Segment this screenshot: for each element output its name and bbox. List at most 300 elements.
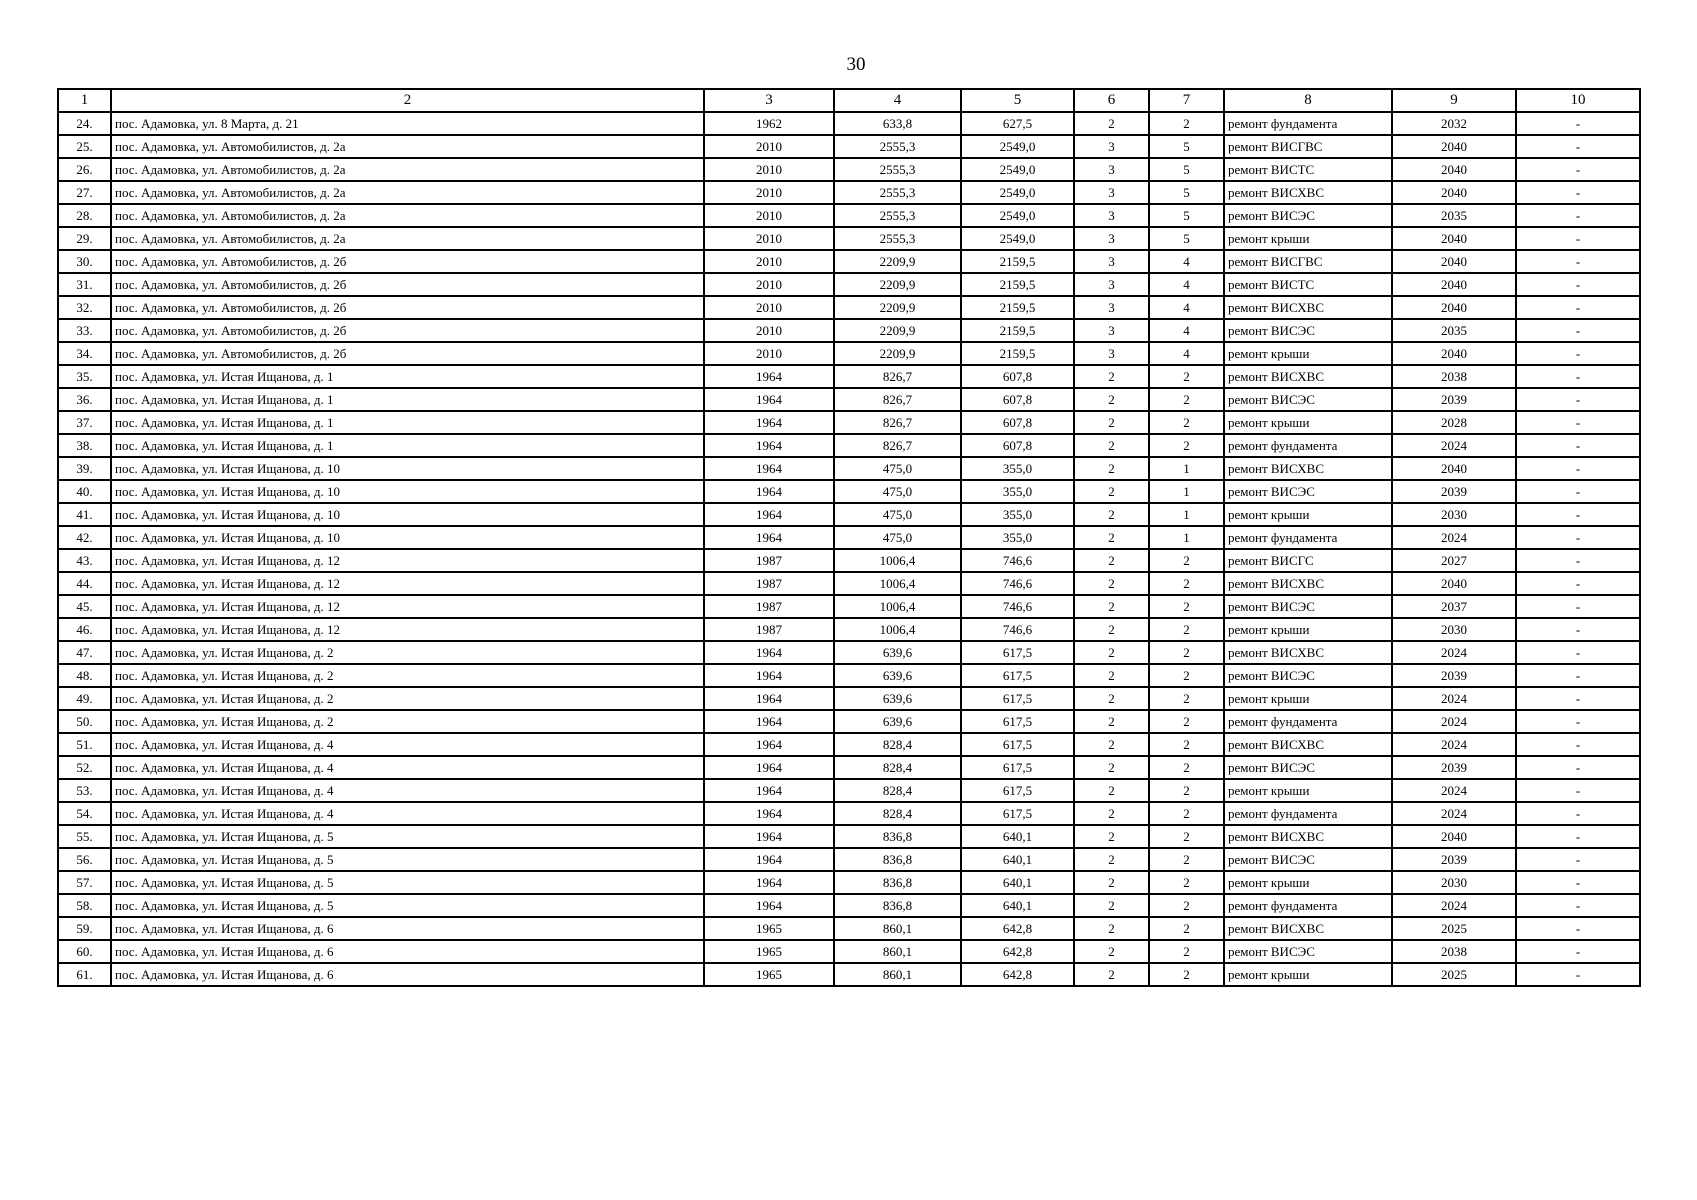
work-type-cell: ремонт ВИСЭС bbox=[1224, 204, 1392, 227]
table-row bbox=[58, 181, 1640, 204]
floors-cell: 2 bbox=[1074, 733, 1149, 756]
entrances-cell: 4 bbox=[1149, 319, 1224, 342]
note-cell: - bbox=[1516, 848, 1640, 871]
address-cell: пос. Адамовка, ул. 8 Марта, д. 21 bbox=[111, 112, 704, 135]
floors-cell: 2 bbox=[1074, 112, 1149, 135]
row-number-cell: 37. bbox=[58, 411, 111, 434]
total-area-cell: 639,6 bbox=[834, 687, 961, 710]
entrances-cell: 2 bbox=[1149, 848, 1224, 871]
year-cell: 1964 bbox=[704, 503, 834, 526]
floors-cell: 2 bbox=[1074, 756, 1149, 779]
note-cell: - bbox=[1516, 181, 1640, 204]
entrances-cell: 4 bbox=[1149, 273, 1224, 296]
table-row bbox=[58, 250, 1640, 273]
note-cell: - bbox=[1516, 480, 1640, 503]
total-area-cell: 2209,9 bbox=[834, 296, 961, 319]
work-type-cell: ремонт ВИСГС bbox=[1224, 549, 1392, 572]
floors-cell: 3 bbox=[1074, 273, 1149, 296]
work-type-cell: ремонт фундамента bbox=[1224, 526, 1392, 549]
total-area-cell: 826,7 bbox=[834, 365, 961, 388]
housing-repair-table bbox=[57, 88, 1641, 987]
repair-year-cell: 2024 bbox=[1392, 710, 1516, 733]
total-area-cell: 826,7 bbox=[834, 434, 961, 457]
table-row bbox=[58, 503, 1640, 526]
address-cell: пос. Адамовка, ул. Истая Ищанова, д. 2 bbox=[111, 687, 704, 710]
floors-cell: 2 bbox=[1074, 917, 1149, 940]
floors-cell: 2 bbox=[1074, 457, 1149, 480]
note-cell: - bbox=[1516, 342, 1640, 365]
living-area-cell: 2549,0 bbox=[961, 158, 1074, 181]
total-area-cell: 826,7 bbox=[834, 388, 961, 411]
total-area-cell: 1006,4 bbox=[834, 549, 961, 572]
living-area-cell: 746,6 bbox=[961, 618, 1074, 641]
address-cell: пос. Адамовка, ул. Истая Ищанова, д. 12 bbox=[111, 618, 704, 641]
note-cell: - bbox=[1516, 710, 1640, 733]
living-area-cell: 2549,0 bbox=[961, 204, 1074, 227]
table-row bbox=[58, 549, 1640, 572]
table-row bbox=[58, 572, 1640, 595]
note-cell: - bbox=[1516, 388, 1640, 411]
table-row bbox=[58, 273, 1640, 296]
year-cell: 1964 bbox=[704, 871, 834, 894]
living-area-cell: 617,5 bbox=[961, 687, 1074, 710]
repair-year-cell: 2024 bbox=[1392, 641, 1516, 664]
total-area-cell: 860,1 bbox=[834, 940, 961, 963]
year-cell: 1965 bbox=[704, 963, 834, 986]
floors-cell: 3 bbox=[1074, 135, 1149, 158]
repair-year-cell: 2024 bbox=[1392, 687, 1516, 710]
repair-year-cell: 2024 bbox=[1392, 894, 1516, 917]
row-number-cell: 53. bbox=[58, 779, 111, 802]
table-row bbox=[58, 158, 1640, 181]
floors-cell: 2 bbox=[1074, 572, 1149, 595]
total-area-cell: 475,0 bbox=[834, 503, 961, 526]
living-area-cell: 746,6 bbox=[961, 595, 1074, 618]
row-number-cell: 55. bbox=[58, 825, 111, 848]
repair-year-cell: 2024 bbox=[1392, 434, 1516, 457]
living-area-cell: 642,8 bbox=[961, 940, 1074, 963]
address-cell: пос. Адамовка, ул. Истая Ищанова, д. 5 bbox=[111, 894, 704, 917]
row-number-cell: 28. bbox=[58, 204, 111, 227]
address-cell: пос. Адамовка, ул. Автомобилистов, д. 2а bbox=[111, 227, 704, 250]
year-cell: 2010 bbox=[704, 342, 834, 365]
floors-cell: 2 bbox=[1074, 710, 1149, 733]
repair-year-cell: 2040 bbox=[1392, 825, 1516, 848]
entrances-cell: 4 bbox=[1149, 250, 1224, 273]
floors-cell: 2 bbox=[1074, 526, 1149, 549]
row-number-cell: 25. bbox=[58, 135, 111, 158]
total-area-cell: 475,0 bbox=[834, 480, 961, 503]
repair-year-cell: 2032 bbox=[1392, 112, 1516, 135]
floors-cell: 3 bbox=[1074, 158, 1149, 181]
entrances-cell: 2 bbox=[1149, 641, 1224, 664]
year-cell: 2010 bbox=[704, 250, 834, 273]
repair-year-cell: 2039 bbox=[1392, 388, 1516, 411]
work-type-cell: ремонт крыши bbox=[1224, 779, 1392, 802]
note-cell: - bbox=[1516, 204, 1640, 227]
row-number-cell: 60. bbox=[58, 940, 111, 963]
living-area-cell: 2549,0 bbox=[961, 135, 1074, 158]
floors-cell: 2 bbox=[1074, 595, 1149, 618]
row-number-cell: 34. bbox=[58, 342, 111, 365]
entrances-cell: 1 bbox=[1149, 480, 1224, 503]
floors-cell: 2 bbox=[1074, 365, 1149, 388]
note-cell: - bbox=[1516, 250, 1640, 273]
entrances-cell: 2 bbox=[1149, 572, 1224, 595]
repair-year-cell: 2024 bbox=[1392, 526, 1516, 549]
total-area-cell: 2555,3 bbox=[834, 181, 961, 204]
address-cell: пос. Адамовка, ул. Автомобилистов, д. 2а bbox=[111, 181, 704, 204]
row-number-cell: 44. bbox=[58, 572, 111, 595]
table-row bbox=[58, 434, 1640, 457]
year-cell: 2010 bbox=[704, 158, 834, 181]
table-row bbox=[58, 411, 1640, 434]
total-area-cell: 639,6 bbox=[834, 641, 961, 664]
year-cell: 1987 bbox=[704, 595, 834, 618]
note-cell: - bbox=[1516, 457, 1640, 480]
row-number-cell: 30. bbox=[58, 250, 111, 273]
work-type-cell: ремонт фундамента bbox=[1224, 112, 1392, 135]
repair-year-cell: 2038 bbox=[1392, 940, 1516, 963]
year-cell: 1962 bbox=[704, 112, 834, 135]
floors-cell: 2 bbox=[1074, 549, 1149, 572]
repair-year-cell: 2024 bbox=[1392, 802, 1516, 825]
total-area-cell: 2209,9 bbox=[834, 273, 961, 296]
repair-year-cell: 2024 bbox=[1392, 779, 1516, 802]
column-header: 10 bbox=[1516, 89, 1640, 112]
note-cell: - bbox=[1516, 779, 1640, 802]
address-cell: пос. Адамовка, ул. Истая Ищанова, д. 5 bbox=[111, 871, 704, 894]
total-area-cell: 836,8 bbox=[834, 871, 961, 894]
floors-cell: 3 bbox=[1074, 319, 1149, 342]
address-cell: пос. Адамовка, ул. Истая Ищанова, д. 12 bbox=[111, 572, 704, 595]
year-cell: 1964 bbox=[704, 457, 834, 480]
total-area-cell: 826,7 bbox=[834, 411, 961, 434]
column-header: 2 bbox=[111, 89, 704, 112]
entrances-cell: 2 bbox=[1149, 112, 1224, 135]
year-cell: 1964 bbox=[704, 779, 834, 802]
living-area-cell: 355,0 bbox=[961, 526, 1074, 549]
entrances-cell: 1 bbox=[1149, 457, 1224, 480]
entrances-cell: 2 bbox=[1149, 779, 1224, 802]
floors-cell: 2 bbox=[1074, 388, 1149, 411]
year-cell: 1964 bbox=[704, 480, 834, 503]
living-area-cell: 642,8 bbox=[961, 963, 1074, 986]
note-cell: - bbox=[1516, 434, 1640, 457]
living-area-cell: 746,6 bbox=[961, 549, 1074, 572]
entrances-cell: 2 bbox=[1149, 365, 1224, 388]
column-header: 1 bbox=[58, 89, 111, 112]
floors-cell: 2 bbox=[1074, 963, 1149, 986]
floors-cell: 2 bbox=[1074, 871, 1149, 894]
living-area-cell: 617,5 bbox=[961, 733, 1074, 756]
work-type-cell: ремонт ВИСХВС bbox=[1224, 181, 1392, 204]
year-cell: 2010 bbox=[704, 135, 834, 158]
table-row bbox=[58, 365, 1640, 388]
note-cell: - bbox=[1516, 756, 1640, 779]
living-area-cell: 2159,5 bbox=[961, 296, 1074, 319]
table-row bbox=[58, 135, 1640, 158]
year-cell: 1964 bbox=[704, 733, 834, 756]
floors-cell: 2 bbox=[1074, 618, 1149, 641]
work-type-cell: ремонт ВИСЭС bbox=[1224, 595, 1392, 618]
row-number-cell: 38. bbox=[58, 434, 111, 457]
note-cell: - bbox=[1516, 135, 1640, 158]
floors-cell: 3 bbox=[1074, 250, 1149, 273]
work-type-cell: ремонт крыши bbox=[1224, 687, 1392, 710]
year-cell: 1964 bbox=[704, 365, 834, 388]
address-cell: пос. Адамовка, ул. Истая Ищанова, д. 1 bbox=[111, 434, 704, 457]
row-number-cell: 50. bbox=[58, 710, 111, 733]
table-row bbox=[58, 388, 1640, 411]
column-header: 3 bbox=[704, 89, 834, 112]
row-number-cell: 48. bbox=[58, 664, 111, 687]
note-cell: - bbox=[1516, 296, 1640, 319]
note-cell: - bbox=[1516, 940, 1640, 963]
entrances-cell: 2 bbox=[1149, 917, 1224, 940]
total-area-cell: 2555,3 bbox=[834, 135, 961, 158]
repair-year-cell: 2038 bbox=[1392, 365, 1516, 388]
repair-year-cell: 2040 bbox=[1392, 296, 1516, 319]
repair-year-cell: 2040 bbox=[1392, 135, 1516, 158]
entrances-cell: 5 bbox=[1149, 227, 1224, 250]
total-area-cell: 828,4 bbox=[834, 802, 961, 825]
work-type-cell: ремонт ВИСХВС bbox=[1224, 572, 1392, 595]
entrances-cell: 2 bbox=[1149, 825, 1224, 848]
row-number-cell: 58. bbox=[58, 894, 111, 917]
total-area-cell: 828,4 bbox=[834, 756, 961, 779]
work-type-cell: ремонт ВИСЭС bbox=[1224, 756, 1392, 779]
work-type-cell: ремонт крыши bbox=[1224, 503, 1392, 526]
address-cell: пос. Адамовка, ул. Истая Ищанова, д. 6 bbox=[111, 940, 704, 963]
table-row bbox=[58, 825, 1640, 848]
table-row bbox=[58, 963, 1640, 986]
work-type-cell: ремонт ВИСХВС bbox=[1224, 825, 1392, 848]
repair-year-cell: 2040 bbox=[1392, 250, 1516, 273]
row-number-cell: 32. bbox=[58, 296, 111, 319]
entrances-cell: 2 bbox=[1149, 894, 1224, 917]
work-type-cell: ремонт крыши bbox=[1224, 411, 1392, 434]
total-area-cell: 1006,4 bbox=[834, 595, 961, 618]
address-cell: пос. Адамовка, ул. Истая Ищанова, д. 2 bbox=[111, 710, 704, 733]
floors-cell: 2 bbox=[1074, 894, 1149, 917]
note-cell: - bbox=[1516, 365, 1640, 388]
living-area-cell: 642,8 bbox=[961, 917, 1074, 940]
column-header: 6 bbox=[1074, 89, 1149, 112]
note-cell: - bbox=[1516, 112, 1640, 135]
note-cell: - bbox=[1516, 503, 1640, 526]
total-area-cell: 2555,3 bbox=[834, 227, 961, 250]
living-area-cell: 627,5 bbox=[961, 112, 1074, 135]
column-header: 7 bbox=[1149, 89, 1224, 112]
repair-year-cell: 2025 bbox=[1392, 963, 1516, 986]
work-type-cell: ремонт ВИСГВС bbox=[1224, 250, 1392, 273]
note-cell: - bbox=[1516, 572, 1640, 595]
total-area-cell: 1006,4 bbox=[834, 572, 961, 595]
total-area-cell: 1006,4 bbox=[834, 618, 961, 641]
living-area-cell: 617,5 bbox=[961, 802, 1074, 825]
entrances-cell: 2 bbox=[1149, 710, 1224, 733]
living-area-cell: 2159,5 bbox=[961, 250, 1074, 273]
repair-year-cell: 2040 bbox=[1392, 342, 1516, 365]
note-cell: - bbox=[1516, 641, 1640, 664]
address-cell: пос. Адамовка, ул. Истая Ищанова, д. 10 bbox=[111, 457, 704, 480]
total-area-cell: 2209,9 bbox=[834, 319, 961, 342]
floors-cell: 3 bbox=[1074, 227, 1149, 250]
work-type-cell: ремонт ВИСТС bbox=[1224, 273, 1392, 296]
table-row bbox=[58, 296, 1640, 319]
row-number-cell: 31. bbox=[58, 273, 111, 296]
repair-year-cell: 2035 bbox=[1392, 319, 1516, 342]
work-type-cell: ремонт крыши bbox=[1224, 871, 1392, 894]
year-cell: 1964 bbox=[704, 756, 834, 779]
year-cell: 1987 bbox=[704, 549, 834, 572]
year-cell: 1965 bbox=[704, 940, 834, 963]
repair-year-cell: 2040 bbox=[1392, 273, 1516, 296]
floors-cell: 2 bbox=[1074, 434, 1149, 457]
row-number-cell: 45. bbox=[58, 595, 111, 618]
table-row bbox=[58, 710, 1640, 733]
address-cell: пос. Адамовка, ул. Истая Ищанова, д. 4 bbox=[111, 756, 704, 779]
floors-cell: 3 bbox=[1074, 342, 1149, 365]
address-cell: пос. Адамовка, ул. Автомобилистов, д. 2а bbox=[111, 158, 704, 181]
total-area-cell: 2209,9 bbox=[834, 342, 961, 365]
note-cell: - bbox=[1516, 411, 1640, 434]
repair-year-cell: 2039 bbox=[1392, 756, 1516, 779]
table-row bbox=[58, 457, 1640, 480]
address-cell: пос. Адамовка, ул. Автомобилистов, д. 2б bbox=[111, 296, 704, 319]
row-number-cell: 39. bbox=[58, 457, 111, 480]
note-cell: - bbox=[1516, 917, 1640, 940]
floors-cell: 2 bbox=[1074, 664, 1149, 687]
year-cell: 1965 bbox=[704, 917, 834, 940]
living-area-cell: 355,0 bbox=[961, 457, 1074, 480]
table-row bbox=[58, 342, 1640, 365]
year-cell: 1964 bbox=[704, 802, 834, 825]
row-number-cell: 26. bbox=[58, 158, 111, 181]
year-cell: 1987 bbox=[704, 572, 834, 595]
living-area-cell: 617,5 bbox=[961, 641, 1074, 664]
row-number-cell: 49. bbox=[58, 687, 111, 710]
entrances-cell: 2 bbox=[1149, 664, 1224, 687]
row-number-cell: 42. bbox=[58, 526, 111, 549]
floors-cell: 2 bbox=[1074, 641, 1149, 664]
table-row bbox=[58, 595, 1640, 618]
table-row bbox=[58, 227, 1640, 250]
work-type-cell: ремонт крыши bbox=[1224, 618, 1392, 641]
entrances-cell: 2 bbox=[1149, 411, 1224, 434]
year-cell: 1964 bbox=[704, 710, 834, 733]
living-area-cell: 2159,5 bbox=[961, 273, 1074, 296]
entrances-cell: 2 bbox=[1149, 549, 1224, 572]
total-area-cell: 836,8 bbox=[834, 848, 961, 871]
living-area-cell: 355,0 bbox=[961, 503, 1074, 526]
address-cell: пос. Адамовка, ул. Истая Ищанова, д. 4 bbox=[111, 779, 704, 802]
address-cell: пос. Адамовка, ул. Автомобилистов, д. 2б bbox=[111, 273, 704, 296]
year-cell: 2010 bbox=[704, 296, 834, 319]
living-area-cell: 617,5 bbox=[961, 710, 1074, 733]
table-row bbox=[58, 894, 1640, 917]
living-area-cell: 640,1 bbox=[961, 871, 1074, 894]
note-cell: - bbox=[1516, 227, 1640, 250]
total-area-cell: 836,8 bbox=[834, 894, 961, 917]
address-cell: пос. Адамовка, ул. Истая Ищанова, д. 1 bbox=[111, 411, 704, 434]
address-cell: пос. Адамовка, ул. Автомобилистов, д. 2б bbox=[111, 250, 704, 273]
entrances-cell: 2 bbox=[1149, 802, 1224, 825]
work-type-cell: ремонт ВИСЭС bbox=[1224, 664, 1392, 687]
floors-cell: 2 bbox=[1074, 779, 1149, 802]
total-area-cell: 860,1 bbox=[834, 963, 961, 986]
row-number-cell: 36. bbox=[58, 388, 111, 411]
row-number-cell: 56. bbox=[58, 848, 111, 871]
table-header-row bbox=[58, 89, 1640, 112]
entrances-cell: 5 bbox=[1149, 181, 1224, 204]
table-row bbox=[58, 204, 1640, 227]
entrances-cell: 2 bbox=[1149, 388, 1224, 411]
work-type-cell: ремонт фундамента bbox=[1224, 894, 1392, 917]
row-number-cell: 57. bbox=[58, 871, 111, 894]
total-area-cell: 475,0 bbox=[834, 457, 961, 480]
year-cell: 1964 bbox=[704, 825, 834, 848]
work-type-cell: ремонт ВИСЭС bbox=[1224, 848, 1392, 871]
column-header: 9 bbox=[1392, 89, 1516, 112]
table-row bbox=[58, 733, 1640, 756]
note-cell: - bbox=[1516, 894, 1640, 917]
entrances-cell: 4 bbox=[1149, 296, 1224, 319]
table-row bbox=[58, 917, 1640, 940]
year-cell: 1964 bbox=[704, 687, 834, 710]
living-area-cell: 746,6 bbox=[961, 572, 1074, 595]
living-area-cell: 607,8 bbox=[961, 411, 1074, 434]
entrances-cell: 2 bbox=[1149, 595, 1224, 618]
work-type-cell: ремонт ВИСХВС bbox=[1224, 733, 1392, 756]
row-number-cell: 29. bbox=[58, 227, 111, 250]
work-type-cell: ремонт ВИСЭС bbox=[1224, 940, 1392, 963]
work-type-cell: ремонт ВИСХВС bbox=[1224, 365, 1392, 388]
repair-year-cell: 2040 bbox=[1392, 457, 1516, 480]
entrances-cell: 2 bbox=[1149, 756, 1224, 779]
work-type-cell: ремонт ВИСХВС bbox=[1224, 457, 1392, 480]
address-cell: пос. Адамовка, ул. Истая Ищанова, д. 5 bbox=[111, 848, 704, 871]
address-cell: пос. Адамовка, ул. Автомобилистов, д. 2а bbox=[111, 204, 704, 227]
work-type-cell: ремонт ВИСТС bbox=[1224, 158, 1392, 181]
address-cell: пос. Адамовка, ул. Истая Ищанова, д. 5 bbox=[111, 825, 704, 848]
note-cell: - bbox=[1516, 526, 1640, 549]
living-area-cell: 617,5 bbox=[961, 756, 1074, 779]
floors-cell: 3 bbox=[1074, 204, 1149, 227]
row-number-cell: 61. bbox=[58, 963, 111, 986]
table-row bbox=[58, 687, 1640, 710]
work-type-cell: ремонт крыши bbox=[1224, 342, 1392, 365]
total-area-cell: 639,6 bbox=[834, 664, 961, 687]
row-number-cell: 52. bbox=[58, 756, 111, 779]
table-row bbox=[58, 480, 1640, 503]
floors-cell: 2 bbox=[1074, 480, 1149, 503]
repair-year-cell: 2039 bbox=[1392, 664, 1516, 687]
repair-year-cell: 2030 bbox=[1392, 503, 1516, 526]
year-cell: 1964 bbox=[704, 664, 834, 687]
work-type-cell: ремонт крыши bbox=[1224, 963, 1392, 986]
living-area-cell: 640,1 bbox=[961, 894, 1074, 917]
living-area-cell: 2159,5 bbox=[961, 319, 1074, 342]
note-cell: - bbox=[1516, 595, 1640, 618]
address-cell: пос. Адамовка, ул. Истая Ищанова, д. 4 bbox=[111, 733, 704, 756]
total-area-cell: 639,6 bbox=[834, 710, 961, 733]
total-area-cell: 828,4 bbox=[834, 733, 961, 756]
living-area-cell: 607,8 bbox=[961, 388, 1074, 411]
address-cell: пос. Адамовка, ул. Истая Ищанова, д. 10 bbox=[111, 503, 704, 526]
total-area-cell: 2209,9 bbox=[834, 250, 961, 273]
